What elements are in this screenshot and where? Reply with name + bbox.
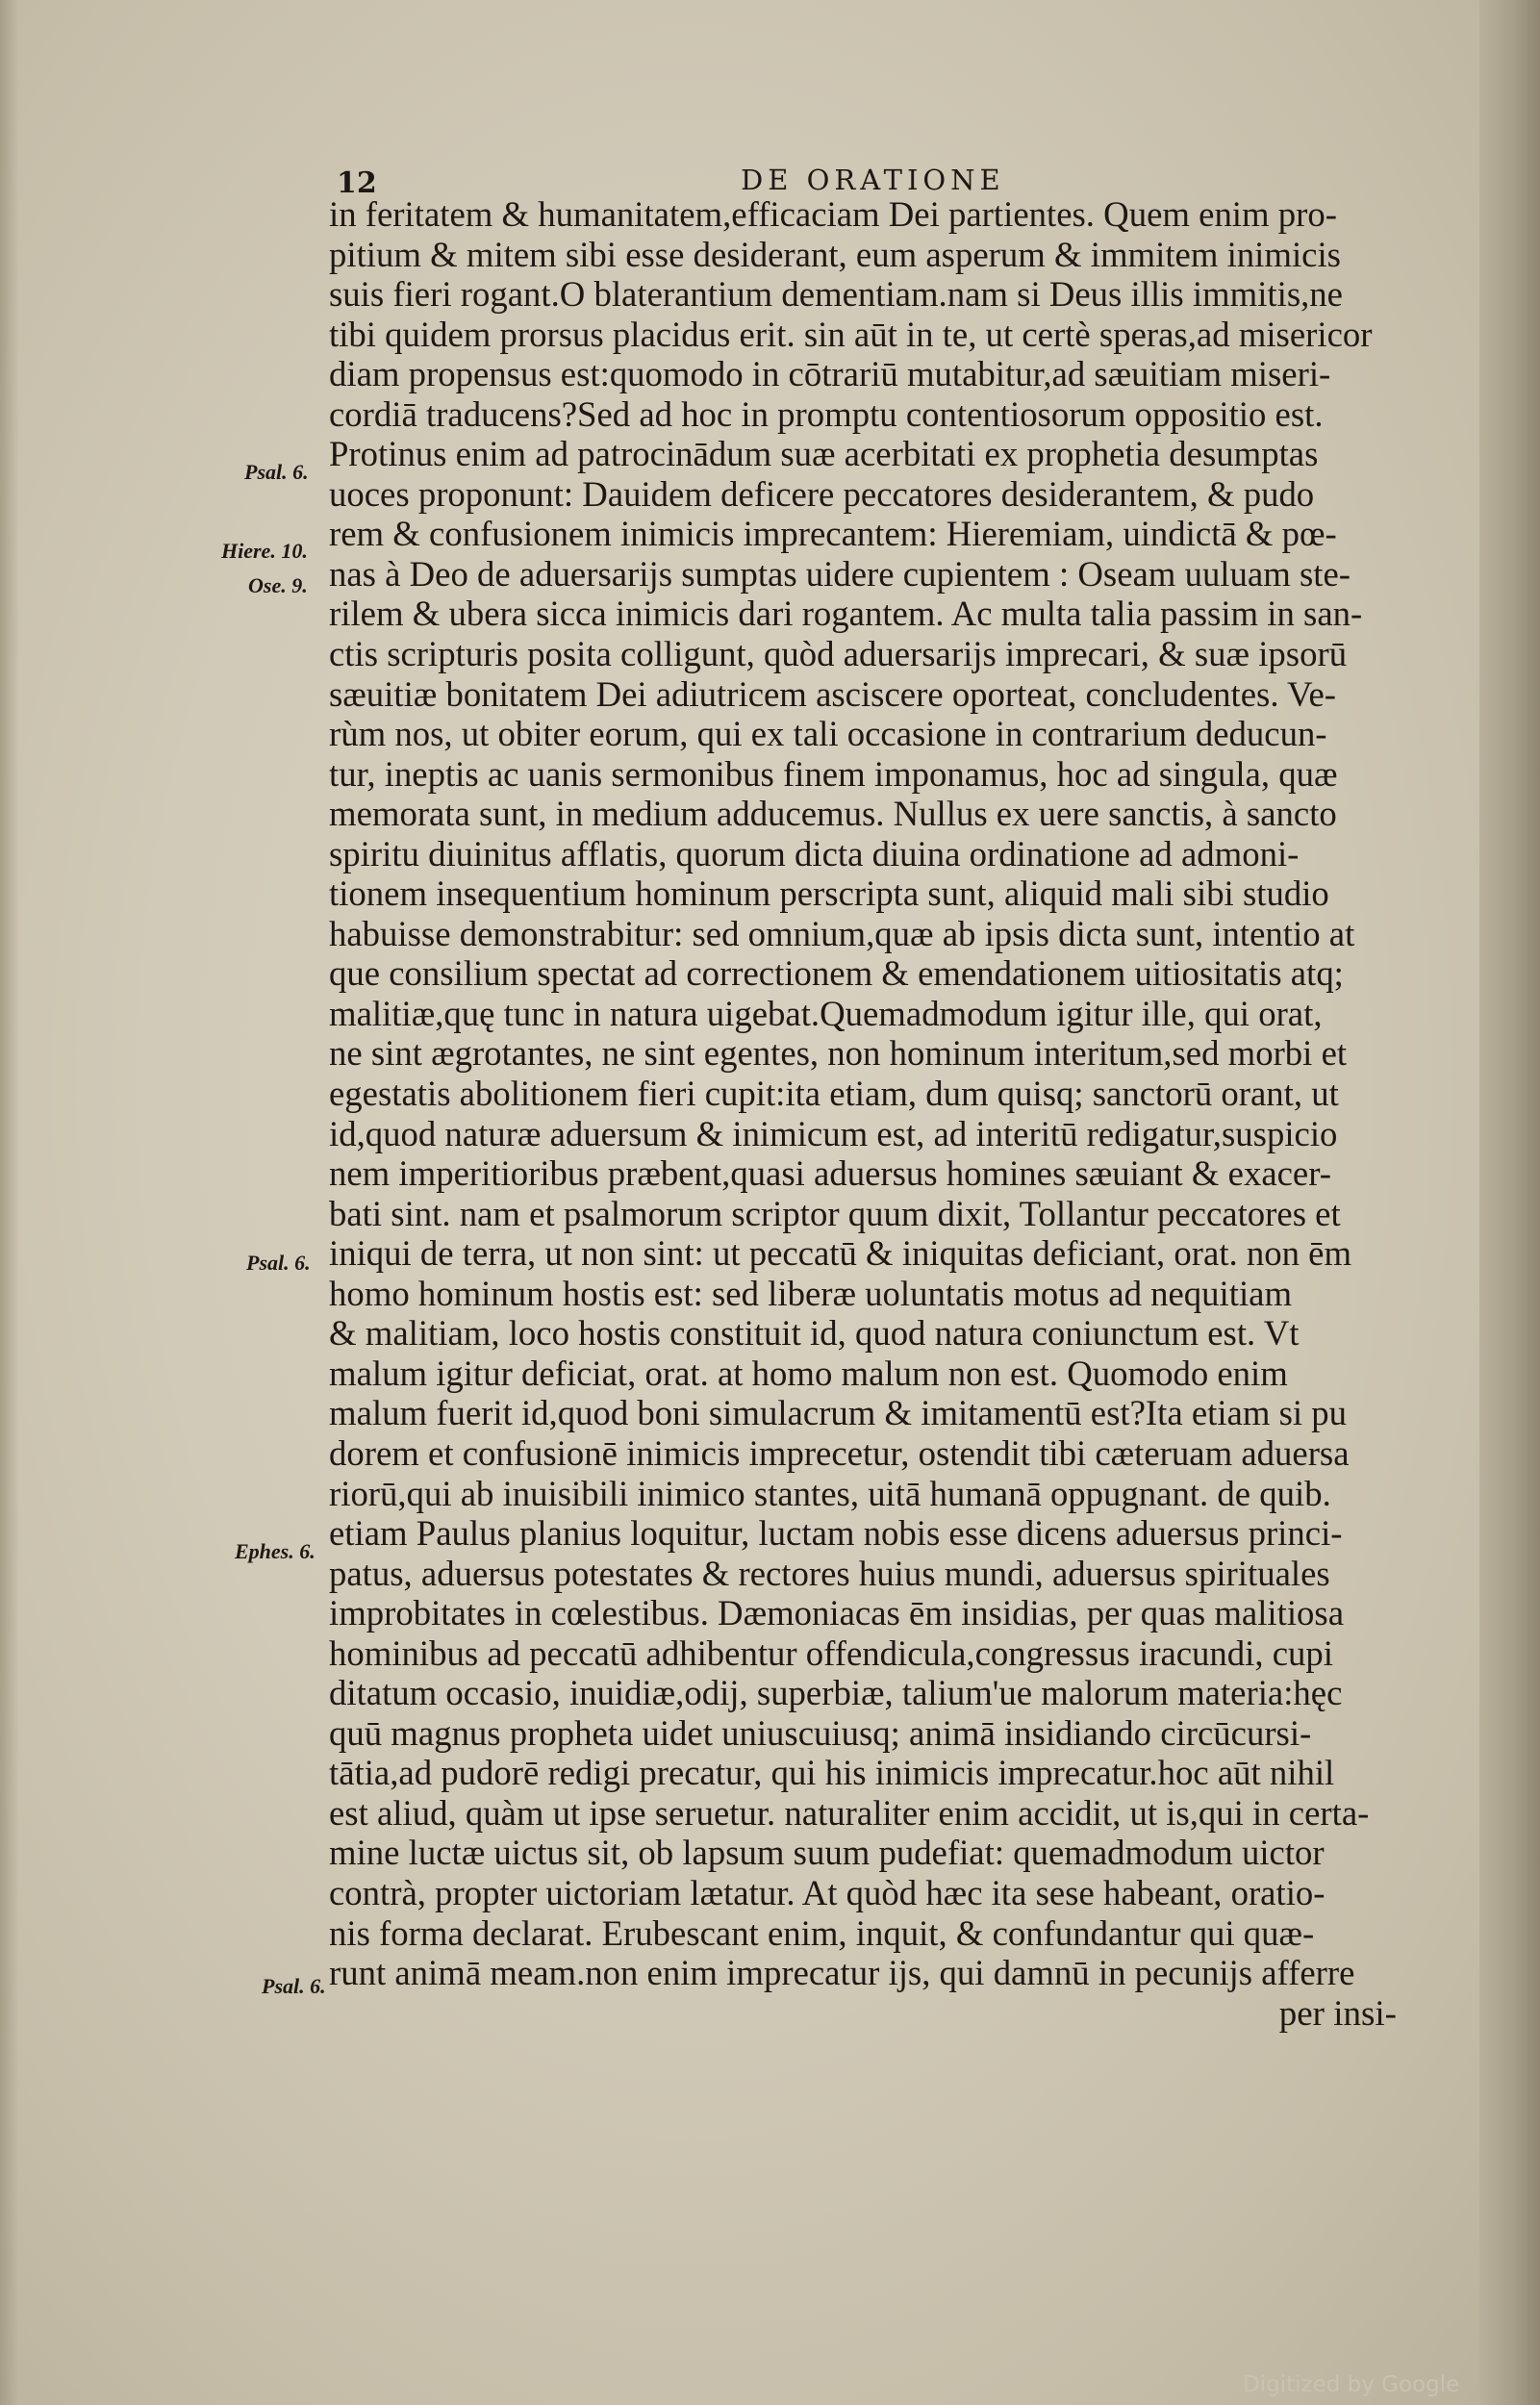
text-line: mine luctæ uictus sit, ob lapsum suum pudefiat: quemadmodum uictor <box>329 1834 1325 1874</box>
text-line: tibi quidem prorsus placidus erit. sin aūt in te, ut certè speras,ad misericor <box>329 315 1373 355</box>
text-line: egestatis abolitionem fieri cupit:ita etiam, dum quisq; sanctorū orant, ut <box>329 1075 1339 1115</box>
text-line: riorū,qui ab inuisibili inimico stantes, uitā humanā oppugnant. de quib. <box>329 1474 1331 1514</box>
text-line: ne sint ægrotantes, ne sint egentes, non hominum interitum,sed morbi et <box>329 1034 1348 1075</box>
text-line: improbitates in cœlestibus. Dæmoniacas ēm insidias, per quas malitiosa <box>329 1594 1345 1634</box>
text-line: ditatum occasio, inuidiæ,odij, superbiæ, talium'ue malorum materia:hęc <box>329 1674 1343 1714</box>
text-line: etiam Paulus planius loquitur, luctam nobis esse dicens aduersus princi- <box>329 1514 1343 1555</box>
text-line: rilem & ubera sicca inimicis dari rogantem. Ac multa talia passim in san- <box>329 595 1363 635</box>
text-line: & malitiam, loco hostis constituit id, quod natura coniunctum est. Vt <box>329 1314 1300 1354</box>
text-line: sæuitiæ bonitatem Dei adiutricem asciscere oporteat, concludentes. Ve- <box>329 674 1337 715</box>
text-line: rùm nos, ut obiter eorum, qui ex tali occasione in contrarium deducun- <box>329 715 1327 755</box>
marginal-note: Ephes. 6. <box>235 1539 316 1563</box>
text-line: memorata sunt, in medium adducemus. Nullus ex uere sanctis, à sancto <box>329 795 1337 835</box>
text-line: quū magnus propheta uidet uniuscuiusq; animā insidiando circūcursi- <box>329 1713 1312 1754</box>
text-line: habuisse demonstrabitur: sed omnium,quæ ab ipsis dicta sunt, intentio at <box>329 914 1355 954</box>
text-line: ctis scripturis posita colligunt, quòd aduersarijs imprecari, & suæ ipsorū <box>329 635 1348 675</box>
text-line: bati sint. nam et psalmorum scriptor quum dixit, Tollantur peccatores et <box>329 1194 1341 1234</box>
text-line: est aliud, quàm ut ipse seruetur. naturaliter enim accidit, ut is,qui in certa- <box>329 1793 1370 1834</box>
text-line: suis fieri rogant.O blaterantium dementiam.nam si Deus illis immitis,ne <box>329 275 1343 316</box>
text-line: nis forma declarat. Erubescant enim, inquit, & confundantur qui quæ- <box>329 1913 1315 1954</box>
text-line: nem imperitioribus præbent,quasi aduersus homines sæuiant & exacer- <box>329 1154 1331 1195</box>
running-head: DE ORATIONE <box>741 164 1005 196</box>
text-line: in feritatem & humanitatem,efficaciam Dei partientes. Quem enim pro- <box>329 195 1337 235</box>
text-line: tur, ineptis ac uanis sermonibus finem imponamus, hoc ad singula, quæ <box>329 754 1338 795</box>
leaf-edge-shadow <box>0 0 19 2405</box>
text-line: uoces proponunt: Dauidem deficere peccatores desiderantem, & pudo <box>329 474 1315 515</box>
binding-edge <box>1479 0 1540 2405</box>
text-line: dorem et confusionē inimicis imprecetur, ostendit tibi cæteruam aduersa <box>329 1433 1350 1474</box>
marginal-note: Psal. 6. <box>246 1251 311 1275</box>
text-line: nas à Deo de aduersarijs sumptas uidere cupientem : Oseam uuluam ste- <box>329 554 1351 595</box>
text-line: id,quod naturæ aduersum & inimicum est, ad interitū redigatur,suspicio <box>329 1114 1338 1154</box>
text-line: pitium & mitem sibi esse desiderant, eum asperum & immitem inimicis <box>329 235 1341 275</box>
text-line: rem & confusionem inimicis imprecantem: Hieremiam, uindictā & pœ- <box>329 515 1337 555</box>
text-line: homo hominum hostis est: sed liberæ uoluntatis motus ad nequitiam <box>329 1274 1293 1314</box>
catchword: per insi- <box>1278 1993 1397 2034</box>
text-line: spiritu diuinitus afflatis, quorum dicta diuina ordinatione ad admoni- <box>329 834 1300 874</box>
text-line: Protinus enim ad patrocinādum suæ acerbitati ex prophetia desumptas <box>329 435 1319 475</box>
text-line: hominibus ad peccatū adhibentur offendicula,congressus iracundi, cupi <box>329 1633 1333 1674</box>
body-text <box>329 195 1406 2034</box>
text-line: patus, aduersus potestates & rectores huius mundi, aduersus spirituales <box>329 1554 1330 1594</box>
digitization-watermark: Digitized by Google <box>1243 2372 1460 2397</box>
marginal-note: Hiere. 10. <box>221 539 308 563</box>
text-line: contrà, propter uictoriam lætatur. At quòd hæc ita sese habeant, oratio- <box>329 1873 1325 1913</box>
text-line: malum igitur deficiat, orat. at homo malum non est. Quomodo enim <box>329 1354 1288 1394</box>
text-line: runt animā meam.non enim imprecatur ijs, qui damnū in pecunijs afferre <box>329 1954 1355 1994</box>
marginal-note: Psal. 6. <box>262 1974 326 1998</box>
text-line: tionem insequentium hominum perscripta sunt, aliquid mali sibi studio <box>329 874 1329 915</box>
text-line: que consilium spectat ad correctionem & emendationem uitiositatis atq; <box>329 954 1344 995</box>
text-line: diam propensus est:quomodo in cōtrariū mutabitur,ad sæuitiam miseri- <box>329 355 1331 395</box>
text-line: iniqui de terra, ut non sint: ut peccatū & iniquitas deficiant, orat. non ēm <box>329 1234 1352 1275</box>
text-line: malum fuerit id,quod boni simulacrum & imitamentū est?Ita etiam si pu <box>329 1394 1348 1434</box>
marginal-note: Ose. 9. <box>248 573 308 597</box>
marginal-note: Psal. 6. <box>244 460 309 484</box>
text-line: tātia,ad pudorē redigi precatur, qui his inimicis imprecatur.hoc aūt nihil <box>329 1754 1335 1794</box>
text-line: cordiā traducens?Sed ad hoc in promptu contentiosorum oppositio est. <box>329 394 1324 435</box>
page-number: 12 <box>337 166 377 200</box>
text-line: malitiæ,quę tunc in natura uigebat.Quemadmodum igitur ille, qui orat, <box>329 994 1323 1034</box>
